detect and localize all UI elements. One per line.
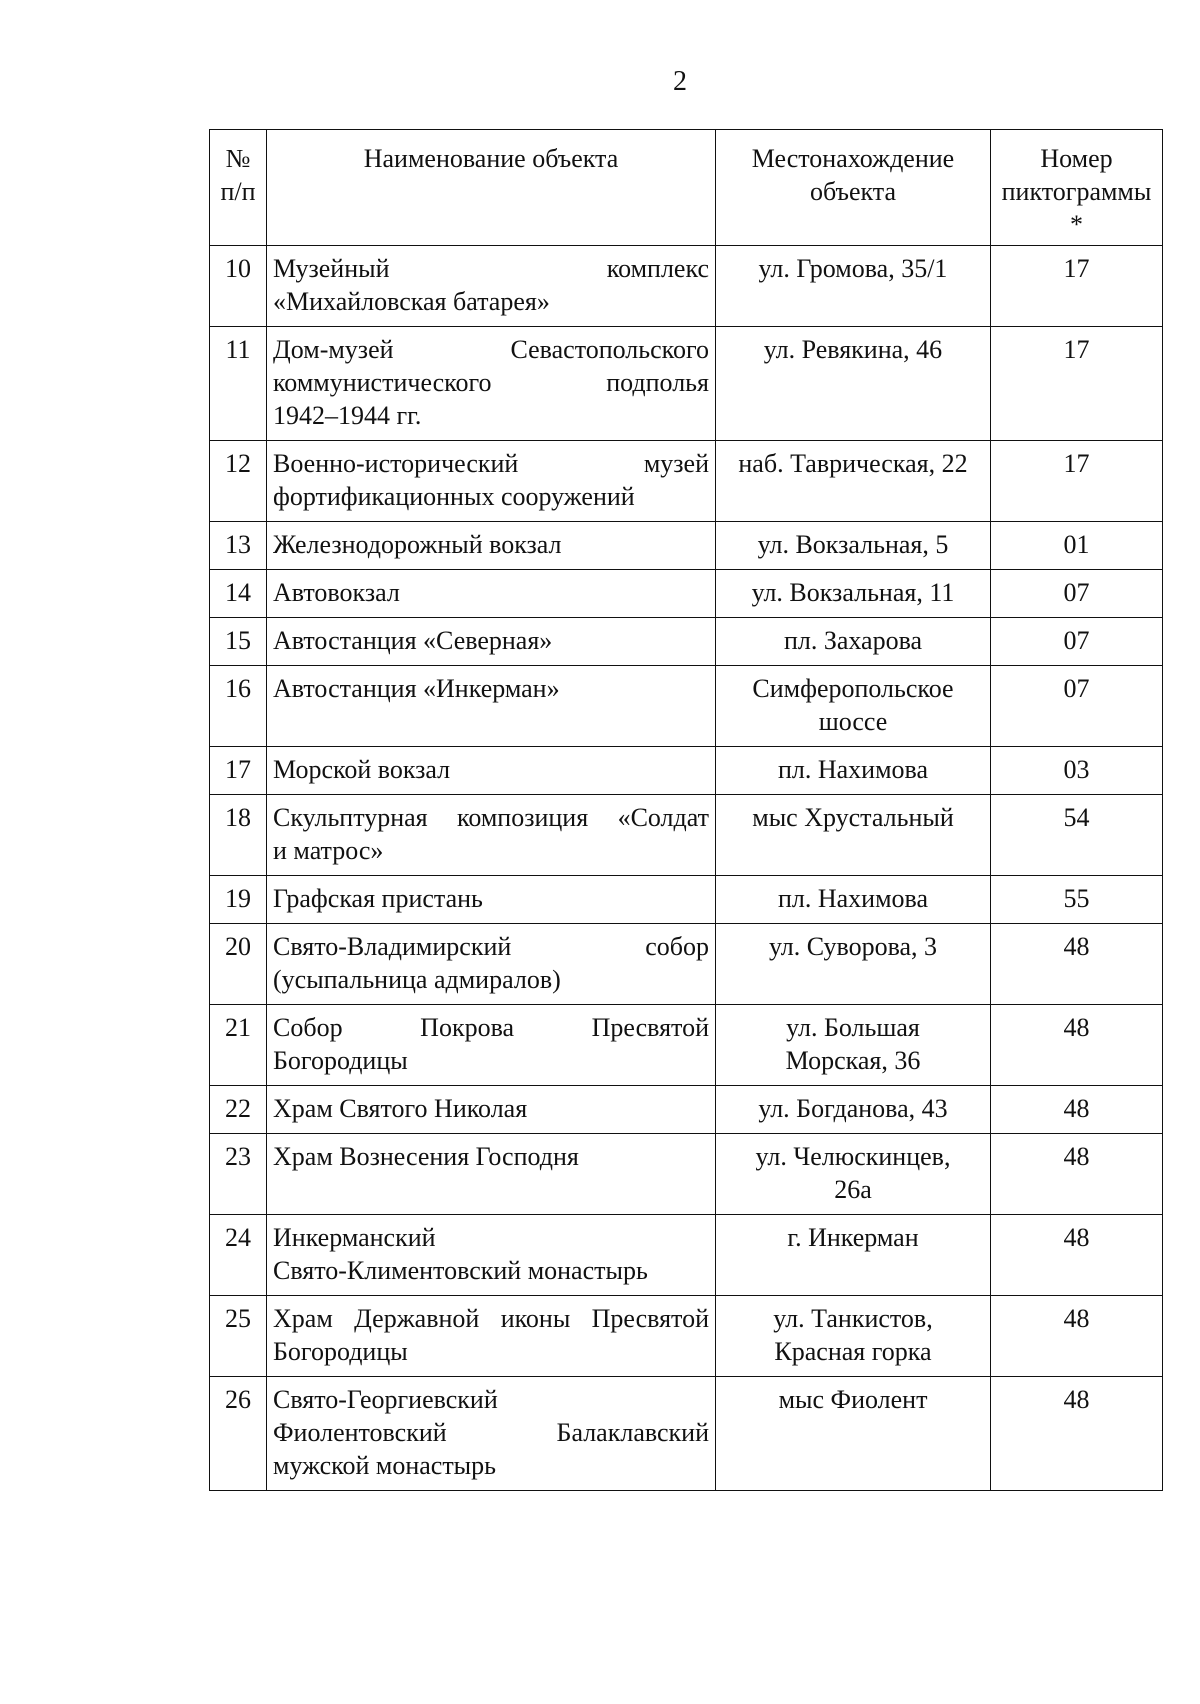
object-name-line: Военно-исторический музей xyxy=(273,449,709,478)
object-location: пл. Захарова xyxy=(716,618,991,666)
row-number: 23 xyxy=(210,1134,267,1215)
pictogram-number: 54 xyxy=(991,795,1163,876)
header-num: № п/п xyxy=(210,130,267,246)
object-name-line: Фиолентовский Балаклавский xyxy=(273,1418,709,1447)
object-name xyxy=(267,1134,716,1215)
pictogram-number: 48 xyxy=(991,1377,1163,1491)
object-name-line: фортификационных сооружений xyxy=(273,482,635,511)
pictogram-number: 48 xyxy=(991,1134,1163,1215)
object-location: ул. Вокзальная, 5 xyxy=(716,522,991,570)
object-name-line: Храм Святого Николая xyxy=(273,1094,528,1123)
object-name xyxy=(267,441,716,522)
object-name xyxy=(267,1005,716,1086)
table-row xyxy=(210,441,1163,522)
pictogram-number: 48 xyxy=(991,1296,1163,1377)
object-location: пл. Нахимова xyxy=(716,876,991,924)
row-number: 24 xyxy=(210,1215,267,1296)
row-number: 26 xyxy=(210,1377,267,1491)
pictogram-number: 48 xyxy=(991,1086,1163,1134)
row-number: 10 xyxy=(210,246,267,327)
object-location: ул. Большая Морская, 36 xyxy=(716,1005,991,1086)
table-row xyxy=(210,876,1163,924)
object-name xyxy=(267,327,716,441)
row-number: 21 xyxy=(210,1005,267,1086)
table-row xyxy=(210,246,1163,327)
row-number: 16 xyxy=(210,666,267,747)
page-number: 2 xyxy=(673,66,687,97)
object-name-line: Скульптурная композиция «Солдат xyxy=(273,803,709,832)
object-location: пл. Нахимова xyxy=(716,747,991,795)
table-header-row xyxy=(210,130,1163,246)
table-row xyxy=(210,924,1163,1005)
object-name-line: 1942–1944 гг. xyxy=(273,401,422,430)
object-name-line: Автостанция «Инкерман» xyxy=(273,674,560,703)
object-name-line: Свято-Георгиевский xyxy=(273,1385,498,1414)
table-row xyxy=(210,1134,1163,1215)
object-name-line: Инкерманский xyxy=(273,1223,436,1252)
pictogram-number: 03 xyxy=(991,747,1163,795)
row-number: 17 xyxy=(210,747,267,795)
object-location: г. Инкерман xyxy=(716,1215,991,1296)
object-name xyxy=(267,795,716,876)
header-name: Наименование объекта xyxy=(267,130,716,246)
table-row xyxy=(210,1377,1163,1491)
object-name-line: Морской вокзал xyxy=(273,755,451,784)
pictogram-number: 17 xyxy=(991,246,1163,327)
object-name-line: Дом-музей Севастопольского xyxy=(273,335,709,364)
object-name-line: и матрос» xyxy=(273,836,384,865)
object-name-line: Графская пристань xyxy=(273,884,483,913)
table-body xyxy=(210,246,1163,1491)
object-name-line: Автовокзал xyxy=(273,578,400,607)
pictogram-number: 48 xyxy=(991,1215,1163,1296)
row-number: 18 xyxy=(210,795,267,876)
object-location: наб. Таврическая, 22 xyxy=(716,441,991,522)
object-name xyxy=(267,876,716,924)
row-number: 25 xyxy=(210,1296,267,1377)
object-location: ул. Танкистов, Красная горка xyxy=(716,1296,991,1377)
object-name-line: Богородицы xyxy=(273,1046,408,1075)
row-number: 12 xyxy=(210,441,267,522)
pictogram-number: 48 xyxy=(991,924,1163,1005)
object-name xyxy=(267,246,716,327)
pictogram-number: 01 xyxy=(991,522,1163,570)
header-pictogram: Номер пиктограммы * xyxy=(991,130,1163,246)
object-name xyxy=(267,924,716,1005)
object-name xyxy=(267,1215,716,1296)
table-row xyxy=(210,327,1163,441)
object-location: ул. Богданова, 43 xyxy=(716,1086,991,1134)
object-location: ул. Суворова, 3 xyxy=(716,924,991,1005)
object-location: Симферопольское шоссе xyxy=(716,666,991,747)
pictogram-number: 07 xyxy=(991,618,1163,666)
pictogram-number: 07 xyxy=(991,666,1163,747)
object-location: ул. Челюскинцев, 26а xyxy=(716,1134,991,1215)
table-row xyxy=(210,795,1163,876)
object-name-line: Собор Покрова Пресвятой xyxy=(273,1013,709,1042)
table-row xyxy=(210,747,1163,795)
object-name-line: Свято-Владимирский собор xyxy=(273,932,709,961)
object-name-line: мужской монастырь xyxy=(273,1451,497,1480)
row-number: 11 xyxy=(210,327,267,441)
pictogram-number: 07 xyxy=(991,570,1163,618)
object-name xyxy=(267,618,716,666)
objects-table xyxy=(209,129,1163,1491)
object-name xyxy=(267,570,716,618)
object-name-line: (усыпальница адмиралов) xyxy=(273,965,561,994)
object-location: мыс Хрустальный xyxy=(716,795,991,876)
row-number: 19 xyxy=(210,876,267,924)
object-name xyxy=(267,1377,716,1491)
table-row xyxy=(210,1005,1163,1086)
object-name xyxy=(267,1086,716,1134)
object-name xyxy=(267,1296,716,1377)
pictogram-number: 17 xyxy=(991,441,1163,522)
header-location: Местонахождение объекта xyxy=(716,130,991,246)
table-row xyxy=(210,666,1163,747)
table-row xyxy=(210,1296,1163,1377)
object-name-line: Богородицы xyxy=(273,1337,408,1366)
table-row xyxy=(210,1086,1163,1134)
pictogram-number: 48 xyxy=(991,1005,1163,1086)
object-name xyxy=(267,747,716,795)
object-location: мыс Фиолент xyxy=(716,1377,991,1491)
object-name-line: «Михайловская батарея» xyxy=(273,287,550,316)
row-number: 20 xyxy=(210,924,267,1005)
object-name-line: Свято-Климентовский монастырь xyxy=(273,1256,648,1285)
object-name xyxy=(267,522,716,570)
object-name-line: Храм Державной иконы Пресвятой xyxy=(273,1304,709,1333)
object-location: ул. Вокзальная, 11 xyxy=(716,570,991,618)
object-name-line: Храм Вознесения Господня xyxy=(273,1142,579,1171)
row-number: 14 xyxy=(210,570,267,618)
table-row xyxy=(210,522,1163,570)
table-row xyxy=(210,570,1163,618)
object-location: ул. Ревякина, 46 xyxy=(716,327,991,441)
table-row xyxy=(210,618,1163,666)
object-name-line: Железнодорожный вокзал xyxy=(273,530,562,559)
object-name-line: коммунистического подполья xyxy=(273,368,709,397)
pictogram-number: 17 xyxy=(991,327,1163,441)
pictogram-number: 55 xyxy=(991,876,1163,924)
row-number: 22 xyxy=(210,1086,267,1134)
object-name-line: Автостанция «Северная» xyxy=(273,626,553,655)
object-name-line: Музейный комплекс xyxy=(273,254,709,283)
object-location: ул. Громова, 35/1 xyxy=(716,246,991,327)
row-number: 13 xyxy=(210,522,267,570)
table-row xyxy=(210,1215,1163,1296)
row-number: 15 xyxy=(210,618,267,666)
object-name xyxy=(267,666,716,747)
